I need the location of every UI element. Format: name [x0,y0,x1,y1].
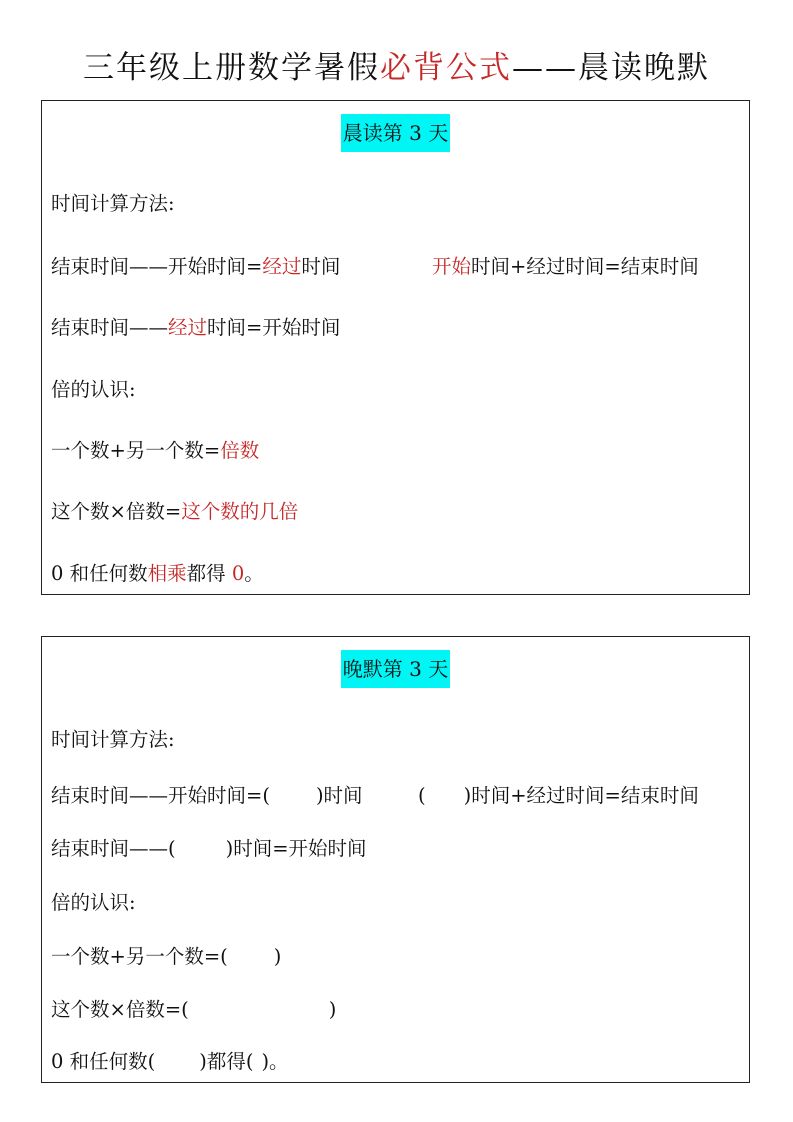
formula-text: 时间 [301,255,341,278]
formula-text: 0 和任何数 [51,562,148,585]
evening-formula-multiple [51,944,281,970]
evening-formula-product [51,997,336,1023]
evening-formula-end [418,783,699,809]
morning-heading-label: 晨读第 3 天 [341,114,450,152]
title-suffix: ——晨读晚默 [512,50,710,86]
formula-answer: 开始 [432,255,472,278]
evening-section-times: 倍的认识: [51,891,136,914]
formula-text: 0 和任何数( [51,1050,156,1073]
evening-dictation-box [41,636,750,1083]
morning-section-time: 时间计算方法: [51,192,175,215]
morning-formula-multiple [51,438,259,464]
morning-reading-box [41,100,750,595]
evening-heading [42,650,749,688]
formula-text: 结束时间—— [51,316,169,339]
morning-formula-elapsed [51,254,340,280]
morning-formula-zero [51,561,264,587]
formula-answer: 0 [231,562,245,585]
formula-text: )时间+经过时间=结束时间 [463,784,699,807]
formula-text: 结束时间——开始时间=( [51,784,270,807]
formula-text: 这个数×倍数=( [51,998,189,1021]
evening-heading-label: 晚默第 3 天 [341,650,450,688]
page-title [0,42,793,87]
formula-text: ) [328,998,337,1021]
formula-text: 。 [244,562,264,585]
formula-text: 一个数+另一个数=( [51,945,228,968]
evening-formula-zero [51,1049,289,1075]
formula-answer: 相乘 [147,562,187,585]
morning-heading [42,114,749,152]
formula-text: 一个数+另一个数= [51,439,221,462]
formula-text: 时间=开始时间 [207,316,341,339]
evening-formula-start [51,836,367,862]
morning-formula-start [51,315,340,341]
formula-text: 都得 [186,562,232,585]
formula-text: ( [418,784,426,807]
formula-text: 时间+经过时间=结束时间 [471,255,699,278]
formula-answer: 倍数 [220,439,260,462]
evening-formula-elapsed [51,783,363,809]
formula-text: )时间=开始时间 [225,837,367,860]
title-highlight: 必背公式 [380,50,512,86]
formula-text: 结束时间——( [51,837,176,860]
formula-answer: 经过 [262,255,302,278]
formula-text: 这个数×倍数= [51,500,182,523]
formula-text: ) [273,945,282,968]
formula-text: )都得( [199,1050,254,1073]
formula-answer: 经过 [168,316,208,339]
morning-formula-end [432,254,699,280]
formula-text: 结束时间——开始时间= [51,255,263,278]
morning-formula-product [51,499,298,525]
formula-text: )时间 [315,784,363,807]
title-main: 三年级上册数学暑假 [83,50,380,86]
evening-section-time: 时间计算方法: [51,728,175,751]
formula-answer: 这个数的几倍 [181,500,299,523]
morning-section-times: 倍的认识: [51,378,136,401]
formula-text: )。 [261,1050,289,1073]
